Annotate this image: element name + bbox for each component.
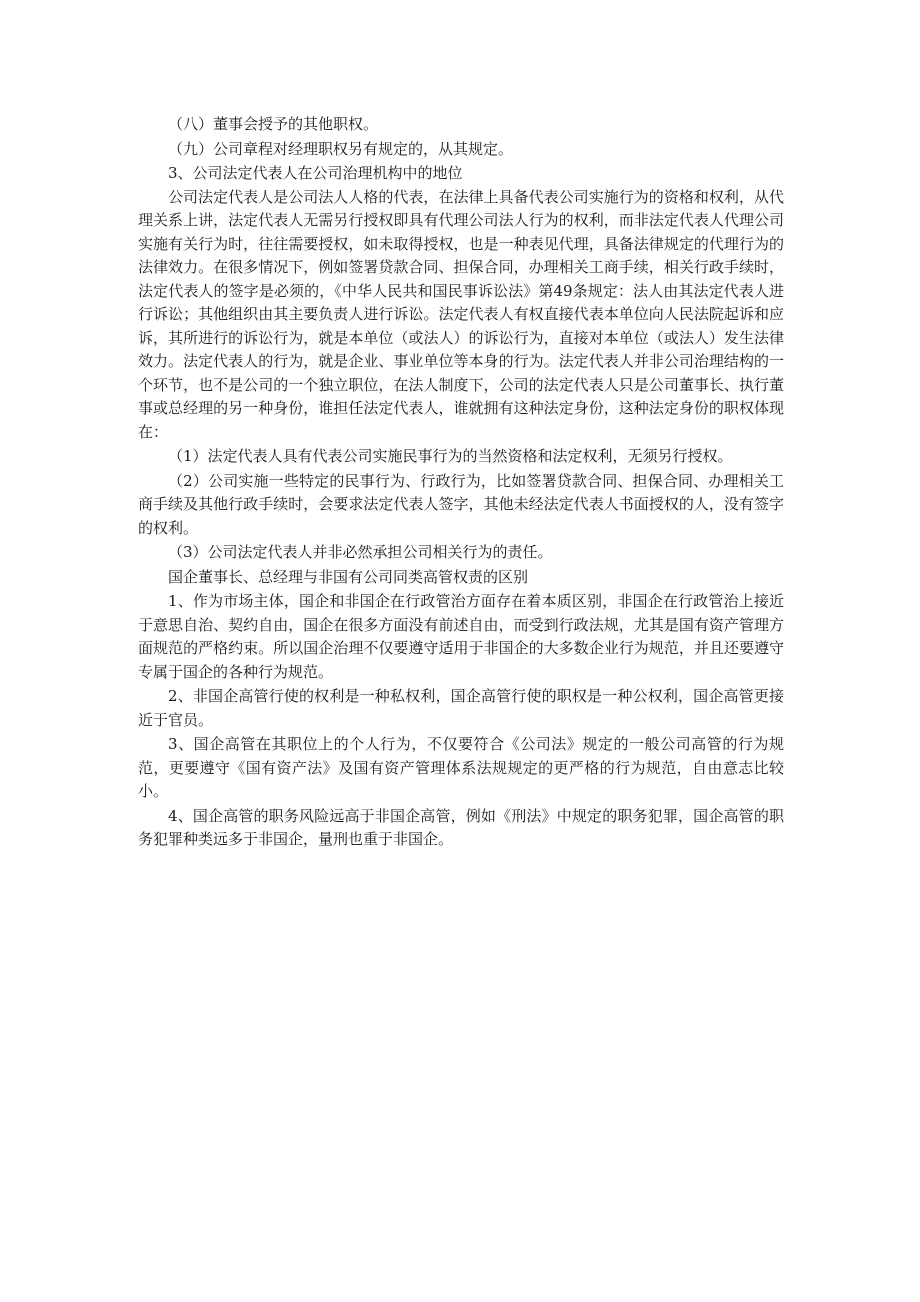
paragraph-power-1: （1）法定代表人具有代表公司实施民事行为的当然资格和法定权利，无须另行授权。 — [168, 447, 733, 465]
paragraph-difference-2: 2、非国企高管行使的权利是一种私权利，国企高管行使的职权是一种公权利，国企高管更接近于官员。 — [138, 687, 784, 729]
paragraph-power-3: （3）公司法定代表人并非必然承担公司相关行为的责任。 — [168, 543, 553, 561]
paragraph-difference-1: 1、作为市场主体，国企和非国企在行政管治方面存在着本质区别，非国企在行政管治上接近于意思自治、契约自由，国企在很多方面没有前述自由，而受到行政法规，尤其是国有资产管理方面规范的严格约束。所以国企治理不仅要遵守适用于非国企的大多数企业行为规范，并且还要遵守专属于国企的各种行为规范。 — [138, 592, 784, 681]
document-body — [138, 113, 784, 852]
section-heading-soe-differences: 国企董事长、总经理与非国有公司同类高管权责的区别 — [168, 567, 529, 586]
paragraph-power-2: （2）公司实施一些特定的民事行为、行政行为，比如签署贷款合同、担保合同、办理相关工商手续及其他行政手续时，会要求法定代表人签字，其他未经法定代表人书面授权的人，没有签字的权利。 — [138, 471, 784, 537]
paragraph-difference-3: 3、国企高管在其职位上的个人行为，不仅要符合《公司法》规定的一般公司高管的行为规范，更要遵守《国有资产法》及国有资产管理体系法规规定的更严格的行为规范，自由意志比较小。 — [138, 735, 784, 800]
paragraph-item-9: （九）公司章程对经理职权另有规定的，从其规定。 — [168, 139, 514, 158]
section-heading-legal-representative: 3、公司法定代表人在公司治理机构中的地位 — [168, 164, 463, 182]
paragraph-legal-representative: 公司法定代表人是公司法人人格的代表，在法律上具备代表公司实施行为的资格和权利，从代理关系上讲，法定代表人无需另行授权即具有代理公司法人行为的权利，而非法定代表人代理公司实施有关行为时，往往需要授权，如未取得授权，也是一种表见代理，具备法律规定的代理行为的法律效力。在很多情况下，例如签署贷款合同、担保合同，办理相关工商手续，相关行政手续时，法定代表人的签字是必须的，《中华人民共和国民事诉讼法》第49条规定：法人由其法定代表人进行诉讼；其他组织由其主要负责人进行诉讼。法定代表人有权直接代表本单位向人民法院起诉和应诉，其所进行的诉讼行为，就是本单位（或法人）的诉讼行为，直接对本单位（或法人）发生法律效力。法定代表人的行为，就是企业、事业单位等本身的行为。法定代表人并非公司治理结构的一个环节，也不是公司的一个独立职位，在法人制度下，公司的法定代表人只是公司董事长、执行董事或总经理的另一种身份，谁担任法定代表人，谁就拥有这种法定身份，这种法定身份的职权体现在： — [138, 187, 784, 441]
paragraph-difference-4: 4、国企高管的职务风险远高于非国企高管，例如《刑法》中规定的职务犯罪，国企高管的职务犯罪种类远多于非国企，量刑也重于非国企。 — [138, 806, 784, 848]
paragraph-item-8: （八）董事会授予的其他职权。 — [168, 115, 379, 133]
